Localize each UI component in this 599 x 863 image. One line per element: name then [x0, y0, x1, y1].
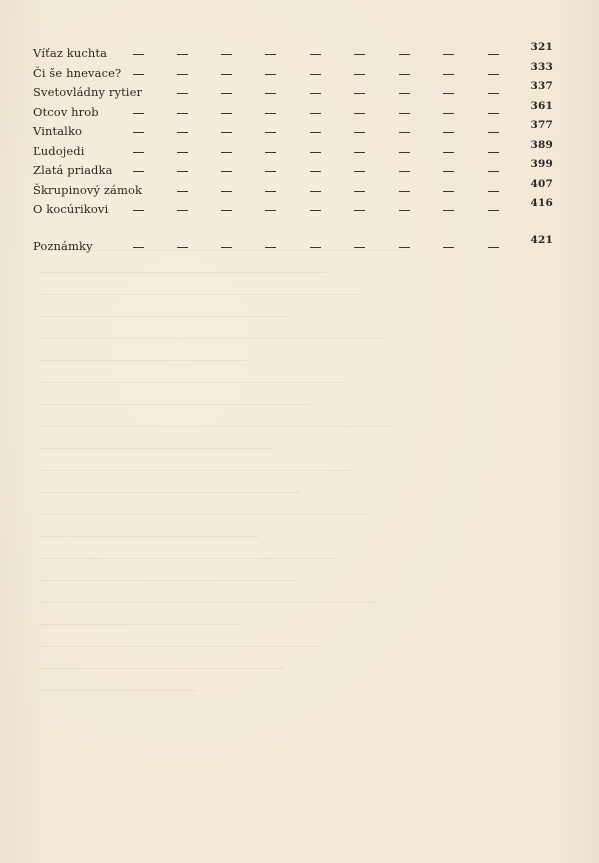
toc-entry — [33, 177, 553, 201]
toc-entry — [33, 158, 553, 181]
leader-dash — [310, 132, 321, 133]
toc-entry-page: 416 — [530, 197, 553, 209]
leader-dash — [399, 171, 410, 172]
toc-entry-title: Vintalko — [33, 124, 83, 138]
toc-leader — [33, 103, 503, 123]
leader-dash — [488, 54, 499, 55]
leader-dash — [177, 210, 188, 211]
toc-entry-title: Poznámky — [33, 238, 93, 253]
toc-entry — [33, 41, 553, 64]
leader-dash — [443, 152, 454, 153]
leader-dash — [399, 152, 410, 153]
toc-entry — [33, 80, 553, 103]
toc-entry-page: 389 — [530, 138, 553, 151]
leader-dash — [265, 54, 276, 55]
leader-dash — [221, 247, 232, 248]
leader-dash — [133, 113, 144, 114]
toc-entry-title: Či še hnevace? — [33, 65, 122, 80]
toc-entry-page: 337 — [530, 80, 553, 92]
leader-dash — [488, 113, 499, 114]
leader-dash — [399, 113, 410, 114]
leader-dash — [265, 152, 276, 153]
leader-dash — [221, 210, 232, 211]
leader-dash — [133, 210, 144, 211]
leader-dash — [399, 247, 410, 248]
leader-dash — [488, 191, 499, 192]
toc-entry-title: Škrupinový zámok — [33, 182, 143, 197]
toc-leader — [33, 83, 503, 103]
toc-entry-title: Víťaz kuchta — [33, 46, 108, 60]
toc-entry — [33, 99, 553, 123]
toc-entry-title: Svetovládny rytier — [33, 85, 143, 99]
leader-dash — [177, 152, 188, 153]
leader-dash — [133, 171, 144, 172]
leader-dash — [488, 247, 499, 248]
leader-dash — [221, 113, 232, 114]
leader-dash — [221, 191, 232, 192]
toc-entry-page: 399 — [530, 158, 553, 170]
leader-dash — [399, 210, 410, 211]
toc-entry — [33, 138, 553, 162]
leader-dash — [354, 247, 365, 248]
toc-entry-title: Otcov hrob — [33, 104, 99, 119]
leader-dash — [221, 132, 232, 133]
leader-dash — [221, 93, 232, 94]
leader-dash — [310, 210, 321, 211]
leader-dash — [443, 113, 454, 114]
toc-leader — [33, 237, 503, 257]
leader-dash — [310, 54, 321, 55]
toc-leader — [33, 122, 503, 142]
leader-dash — [310, 113, 321, 114]
leader-dash — [265, 113, 276, 114]
leader-dash — [310, 152, 321, 153]
leader-dash — [488, 152, 499, 153]
leader-dash — [443, 132, 454, 133]
leader-dash — [310, 171, 321, 172]
leader-dash — [354, 152, 365, 153]
leader-dash — [310, 74, 321, 75]
toc-entry-page: 321 — [530, 41, 553, 53]
leader-dash — [265, 171, 276, 172]
leader-dash — [443, 54, 454, 55]
leader-dash — [177, 54, 188, 55]
leader-dash — [399, 93, 410, 94]
leader-dash — [354, 74, 365, 75]
leader-dash — [177, 74, 188, 75]
leader-dash — [133, 152, 144, 153]
toc-entry-page: 333 — [530, 60, 553, 73]
toc-leader — [33, 200, 503, 220]
leader-dash — [354, 54, 365, 55]
leader-dash — [443, 93, 454, 94]
bleed-through-texture — [40, 250, 560, 770]
toc-entry-page: 421 — [530, 233, 553, 246]
toc-entry-title: Zlatá priadka — [33, 163, 113, 177]
leader-dash — [133, 54, 144, 55]
leader-dash — [354, 132, 365, 133]
leader-dash — [443, 247, 454, 248]
leader-dash — [310, 93, 321, 94]
leader-dash — [443, 171, 454, 172]
leader-dash — [488, 210, 499, 211]
toc-entry-page: 407 — [530, 177, 553, 190]
toc-leader — [33, 64, 503, 84]
toc-entry-page: 361 — [530, 99, 553, 112]
toc-leader — [33, 142, 503, 162]
leader-dash — [399, 191, 410, 192]
leader-dash — [488, 132, 499, 133]
leader-dash — [488, 74, 499, 75]
toc-leader — [33, 44, 503, 64]
table-of-contents — [33, 41, 553, 256]
toc-entry-title: Ľudojedi — [33, 143, 85, 158]
leader-dash — [221, 171, 232, 172]
leader-dash — [354, 171, 365, 172]
toc-leader — [33, 161, 503, 181]
toc-leader — [33, 181, 503, 201]
leader-dash — [177, 191, 188, 192]
leader-dash — [177, 247, 188, 248]
leader-dash — [354, 113, 365, 114]
leader-dash — [177, 171, 188, 172]
toc-entry — [33, 197, 553, 220]
leader-dash — [354, 93, 365, 94]
toc-entry-title: O kocúrikovi — [33, 202, 109, 216]
toc-entry — [33, 60, 553, 84]
leader-dash — [265, 191, 276, 192]
leader-dash — [133, 247, 144, 248]
leader-dash — [399, 54, 410, 55]
leader-dash — [443, 210, 454, 211]
leader-dash — [443, 191, 454, 192]
leader-dash — [265, 93, 276, 94]
leader-dash — [310, 247, 321, 248]
toc-entry — [33, 233, 553, 257]
toc-entry-page: 377 — [530, 119, 553, 131]
leader-dash — [133, 132, 144, 133]
leader-dash — [265, 132, 276, 133]
leader-dash — [265, 74, 276, 75]
leader-dash — [354, 191, 365, 192]
leader-dash — [265, 247, 276, 248]
leader-dash — [399, 132, 410, 133]
leader-dash — [133, 74, 144, 75]
toc-entry — [33, 119, 553, 142]
leader-dash — [354, 210, 365, 211]
leader-dash — [488, 171, 499, 172]
leader-dash — [177, 113, 188, 114]
leader-dash — [177, 93, 188, 94]
leader-dash — [443, 74, 454, 75]
leader-dash — [221, 152, 232, 153]
leader-dash — [177, 132, 188, 133]
leader-dash — [310, 191, 321, 192]
leader-dash — [221, 54, 232, 55]
leader-dash — [265, 210, 276, 211]
leader-dash — [399, 74, 410, 75]
leader-dash — [488, 93, 499, 94]
leader-dash — [221, 74, 232, 75]
